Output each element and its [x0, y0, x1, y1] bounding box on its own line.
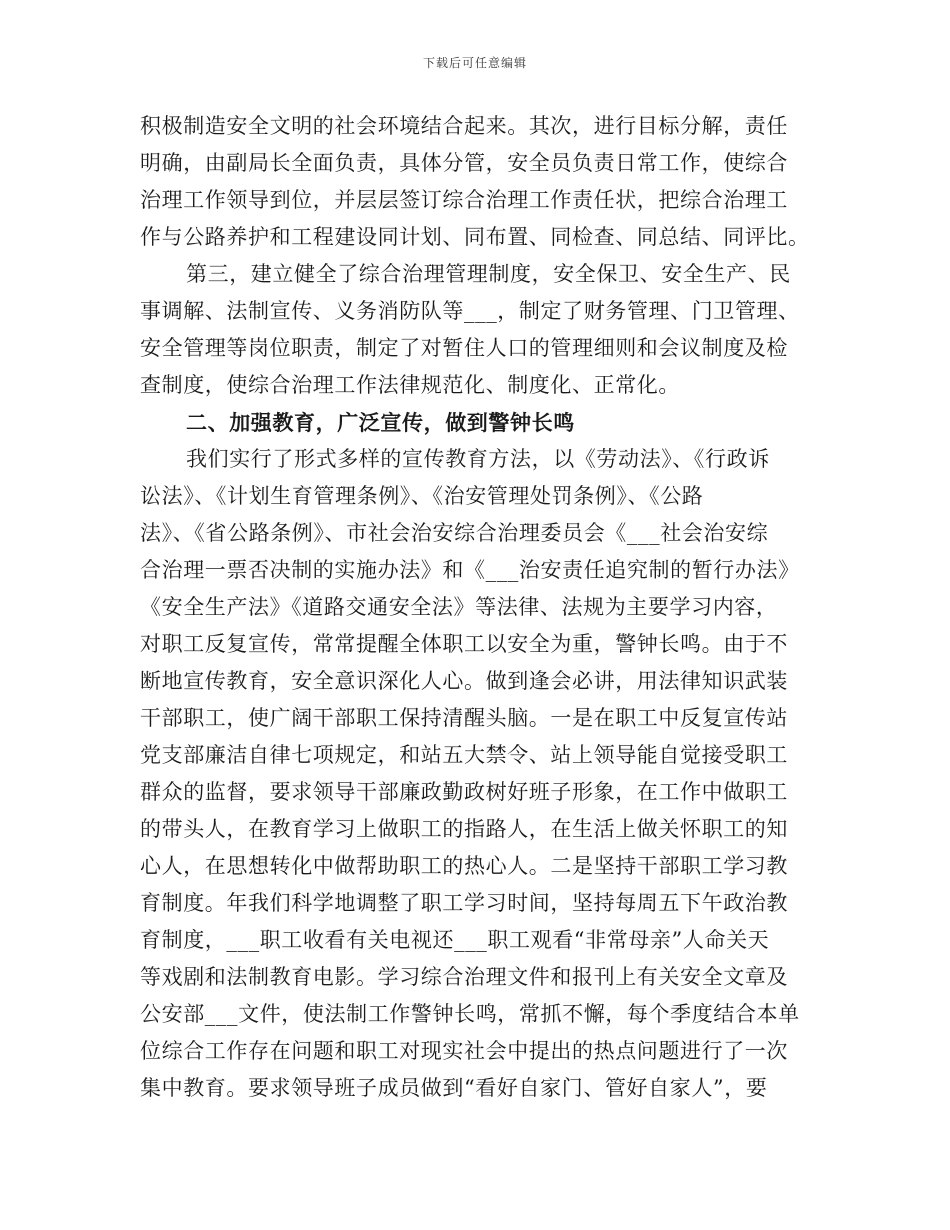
body-line: 治理工作领导到位，并层层签订综合治理工作责任状，把综合治理工: [140, 188, 788, 212]
body-line: 公安部___文件，使法制工作警钟长鸣，常抓不懈，每个季度结合本单: [140, 1002, 800, 1026]
body-line: 明确，由副局长全面负责，具体分管，安全员负责日常工作，使综合: [140, 151, 788, 175]
section-heading: 二、加强教育，广泛宣传，做到警钟长鸣: [186, 410, 575, 435]
body-line: 等戏剧和法制教育电影。学习综合治理文件和报刊上有关安全文章及: [140, 965, 788, 989]
body-line: 法》、《省公路条例》、市社会治安综合治理委员会《___社会治安综: [140, 521, 769, 545]
body-line: 积极制造安全文明的社会环境结合起来。其次，进行目标分解，责任: [140, 114, 788, 138]
body-line: 合治理一票否决制的实施办法》和《___治安责任追究制的暂行办法》: [140, 558, 800, 582]
body-line: 安全管理等岗位职责，制定了对暂住人口的管理细则和会议制度及检: [140, 336, 788, 360]
body-line: 的带头人，在教育学习上做职工的指路人，在生活上做关怀职工的知: [140, 817, 788, 841]
body-line: 查制度，使综合治理工作法律规范化、制度化、正常化。: [140, 373, 680, 397]
body-line: 《安全生产法》《道路交通安全法》等法律、法规为主要学习内容，: [140, 595, 778, 619]
body-line: 断地宣传教育，安全意识深化人心。做到逢会必讲，用法律知识武装: [140, 669, 788, 693]
body-line: 群众的监督，要求领导干部廉政勤政树好班子形象，在工作中做职工: [140, 780, 788, 804]
page-header: 下载后可任意编辑: [422, 56, 527, 70]
body-line: 干部职工，使广阔干部职工保持清醒头脑。一是在职工中反复宣传站: [140, 706, 788, 730]
body-line: 讼法》、《计划生育管理条例》、《治安管理处罚条例》、《公路: [140, 484, 704, 508]
body-line: 事调解、法制宣传、义务消防队等___，制定了财务管理、门卫管理、: [140, 299, 800, 323]
body-line: 育制度。年我们科学地调整了职工学习时间，坚持每周五下午政治教: [140, 891, 788, 915]
body-line: 育制度，___职工收看有关电视还___职工观看“非常母亲”人命关天: [140, 928, 770, 952]
body-line: 集中教育。要求领导班子成员做到“看好自家门、管好自家人”，要: [140, 1076, 768, 1100]
body-line: 第三，建立健全了综合治理管理制度，安全保卫、安全生产、民: [186, 262, 791, 286]
body-line: 位综合工作存在问题和职工对现实社会中提出的热点问题进行了一次: [140, 1039, 788, 1063]
body-line: 我们实行了形式多样的宣传教育方法，以《劳动法》、《行政诉: [186, 447, 770, 471]
body-line: 心人，在思想转化中做帮助职工的热心人。二是坚持干部职工学习教: [140, 854, 788, 878]
body-line: 党支部廉洁自律七项规定，和站五大禁令、站上领导能自觉接受职工: [140, 743, 788, 767]
body-line: 作与公路养护和工程建设同计划、同布置、同检查、同总结、同评比。: [140, 225, 810, 249]
document-body: [140, 108, 812, 1107]
body-line: 对职工反复宣传，常常提醒全体职工以安全为重，警钟长鸣。由于不: [140, 632, 788, 656]
